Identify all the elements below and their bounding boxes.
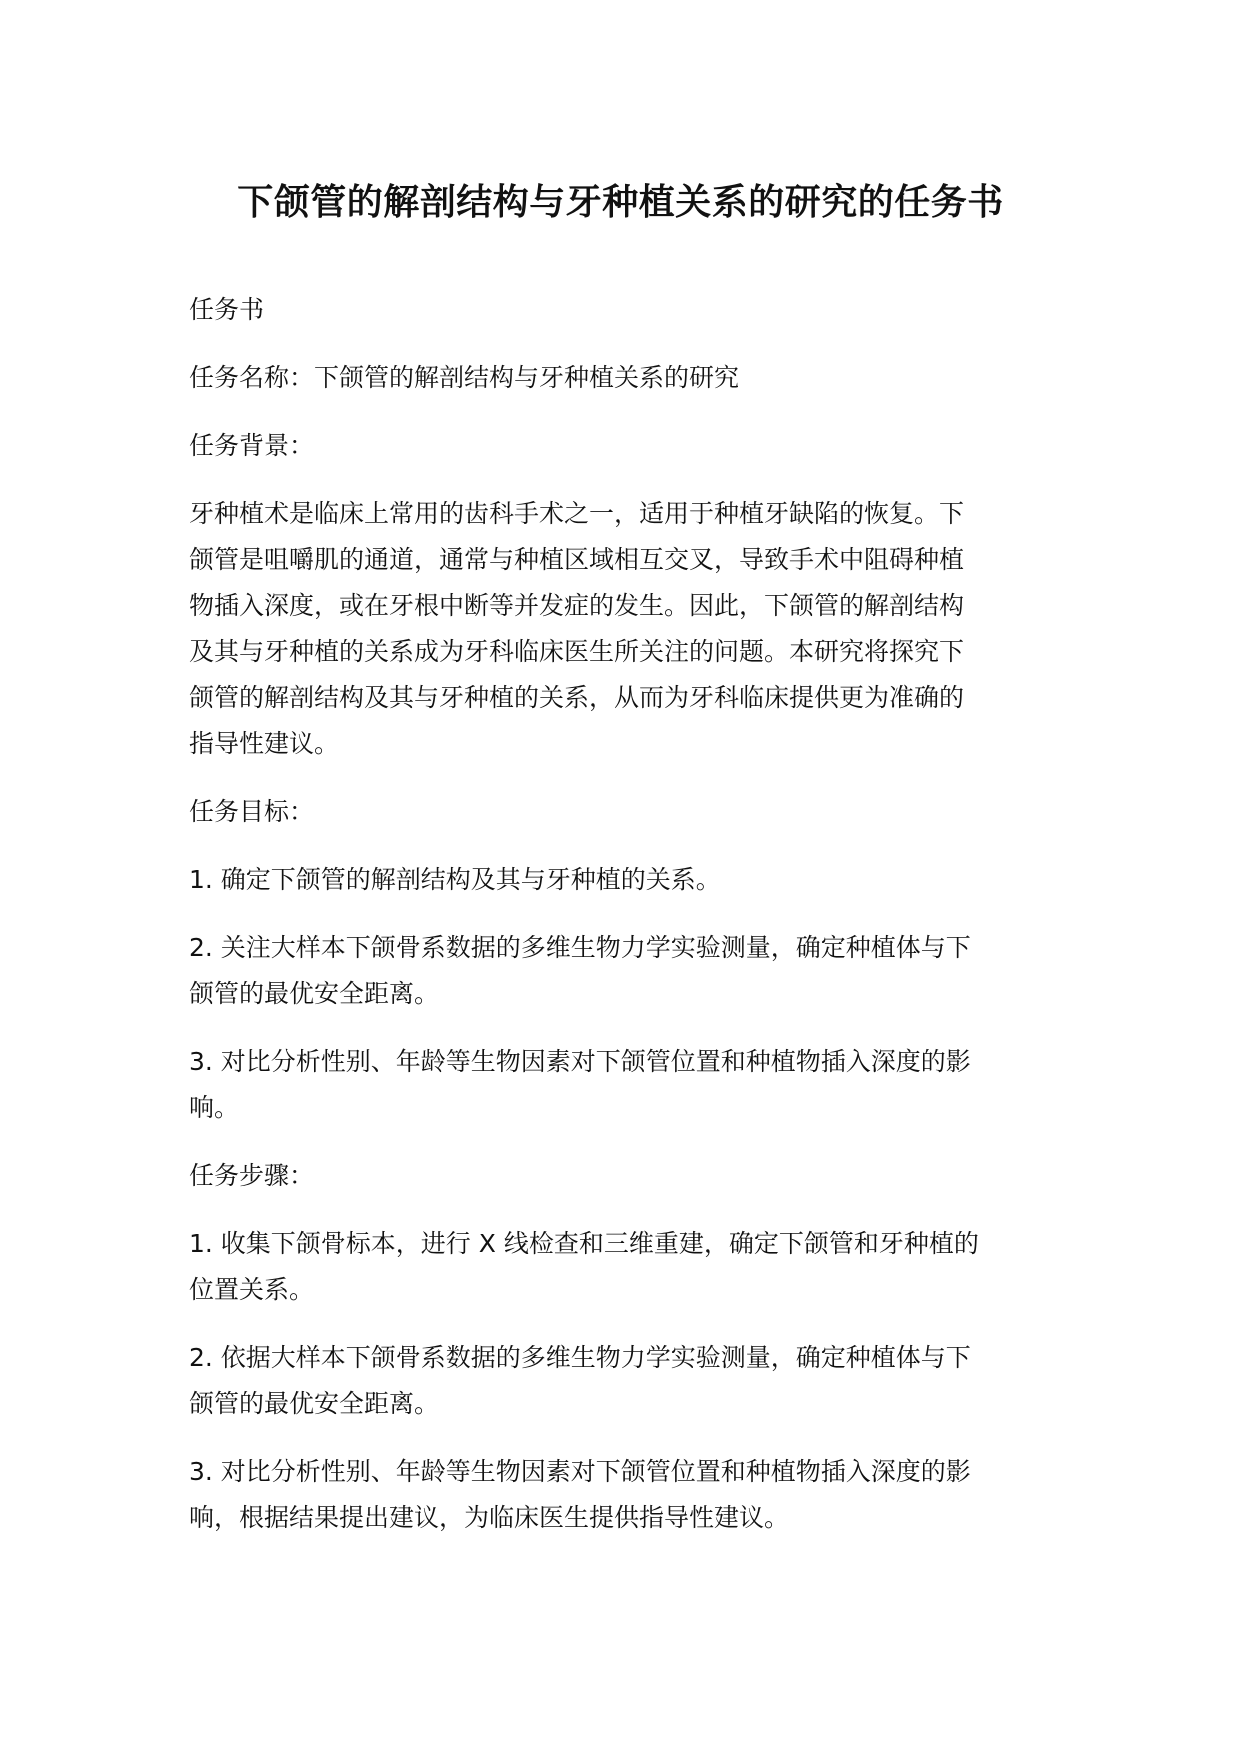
goal-item-3-line: 3. 对比分析性别、年龄等生物因素对下颌管位置和种植物插入深度的影	[189, 1047, 971, 1076]
background-line: 物插入深度，或在牙根中断等并发症的发生。因此，下颌管的解剖结构	[189, 591, 965, 620]
goal-item-2	[189, 925, 1035, 1017]
goal-item-3	[189, 1039, 1035, 1131]
goal-item-2-line: 颌管的最优安全距离。	[189, 979, 440, 1008]
steps-heading: 任务步骤：	[189, 1161, 315, 1190]
step-item-3	[189, 1449, 1035, 1541]
background-paragraph	[189, 491, 1035, 767]
background-line: 及其与牙种植的关系成为牙科临床医生所关注的问题。本研究将探究下	[189, 637, 965, 666]
goal-item-3-line: 响。	[189, 1093, 240, 1122]
step-item-1	[189, 1221, 1035, 1313]
step-item-2	[189, 1335, 1035, 1427]
step-item-1-line: 1. 收集下颌骨标本，进行 X 线检查和三维重建，确定下颌管和牙种植的	[189, 1229, 979, 1258]
goals-heading: 任务目标：	[189, 797, 315, 826]
task-name-paragraph: 任务名称：下颌管的解剖结构与牙种植关系的研究	[189, 363, 740, 392]
background-heading: 任务背景：	[189, 431, 315, 460]
step-item-3-line: 响，根据结果提出建议，为临床医生提供指导性建议。	[189, 1503, 790, 1532]
step-item-1-line: 位置关系。	[189, 1275, 315, 1304]
heading-paragraph: 任务书	[189, 295, 265, 324]
document-body	[189, 287, 1035, 1563]
goal-item-1: 1. 确定下颌管的解剖结构及其与牙种植的关系。	[189, 865, 721, 894]
background-line: 颌管的解剖结构及其与牙种植的关系，从而为牙科临床提供更为准确的	[189, 683, 965, 712]
step-item-3-line: 3. 对比分析性别、年龄等生物因素对下颌管位置和种植物插入深度的影	[189, 1457, 971, 1486]
background-line: 牙种植术是临床上常用的齿科手术之一，适用于种植牙缺陷的恢复。下	[189, 499, 965, 528]
background-line: 指导性建议。	[189, 729, 340, 758]
background-line: 颌管是咀嚼肌的通道，通常与种植区域相互交叉，导致手术中阻碍种植	[189, 545, 965, 574]
step-item-2-line: 2. 依据大样本下颌骨系数据的多维生物力学实验测量，确定种植体与下	[189, 1343, 971, 1372]
document-title: 下颌管的解剖结构与牙种植关系的研究的任务书	[237, 182, 1004, 223]
step-item-2-line: 颌管的最优安全距离。	[189, 1389, 440, 1418]
goal-item-2-line: 2. 关注大样本下颌骨系数据的多维生物力学实验测量，确定种植体与下	[189, 933, 971, 962]
